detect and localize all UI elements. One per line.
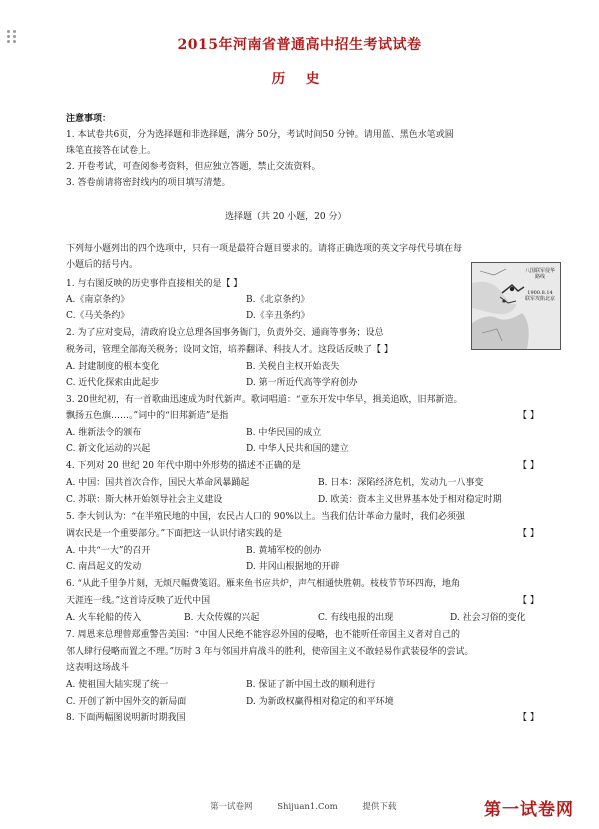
question-4-stem: 4. 下列对 20 世纪 20 年代中期中外形势的描述不正确的是 (66, 461, 301, 471)
site-logo: 第一试卷网 (484, 800, 574, 820)
option-d: D. 社会习俗的变化 (450, 613, 526, 623)
section-heading: 选择题（共 20 小题，20 分） (225, 212, 347, 222)
question-2-stem: 2. 为了应对变局，清政府设立总理各国事务衙门，负责外交、通商等事务；设总 (66, 328, 384, 338)
note-line: 2. 开卷考试，可查阅参考资料，但应独立答题，禁止交流资料。 (66, 162, 321, 172)
option-b: B. 大众传媒的兴起 (184, 613, 260, 623)
option-a: A.《南京条约》 (66, 295, 130, 305)
question-3-stem: 飘扬五色旗……。”词中的“旧邦新造”是指 (66, 411, 229, 421)
option-a: A. 封建制度的根本变化 (66, 362, 160, 372)
option-a: A. 中共“一大”的召开 (66, 546, 151, 556)
question-6-stem: 6. “从此千里争片刻，无烦尺幅费笺诏。雁来鱼书应共炉，声气相通快胜朝。枝枝节节环四海，地角 (66, 579, 461, 589)
option-a: A. 维新法令的颁布 (66, 428, 142, 438)
question-7-stem: 7. 周恩来总理曾郑重警告美国：“中国人民绝不能容忍外国的侵略，也不能听任帝国主义者对自己的 (66, 630, 461, 640)
option-d: D. 欧美：资本主义世界基本处于相对稳定时期 (318, 495, 502, 505)
option-c: C.《马关条约》 (66, 311, 130, 321)
option-c: C. 南昌起义的发动 (66, 562, 142, 572)
option-d: D. 中华人民共和国的建立 (246, 444, 349, 454)
option-b: B. 中华民国的成立 (246, 428, 322, 438)
option-b: B. 日本：深陷经济危机，发动九一八事变 (318, 478, 484, 488)
option-b: B.《北京条约》 (246, 295, 310, 305)
option-c: C. 苏联：斯大林开始领导社会主义建设 (66, 495, 223, 505)
option-b: B. 关税自主权开始丧失 (246, 362, 340, 372)
section-intro: 小题后的括号内。 (66, 260, 139, 270)
option-c: C. 有线电报的出现 (318, 613, 394, 623)
question-5-stem: 调农民是一个重要部分。”下面把这一认识付诸实践的是 (66, 529, 283, 539)
answer-bracket: 【 】 (518, 411, 539, 421)
option-c: C. 近代化探索由此起步 (66, 378, 160, 388)
question-5-stem: 5. 李大钊认为：“在半殖民地的中国，农民占人口的 90%以上。当我们估计革命力量时，我们必须强 (66, 512, 465, 522)
question-7-stem: 这表明这场战斗 (66, 663, 130, 673)
question-6-stem: 天涯连一线。”这首诗反映了近代中国 (66, 596, 211, 606)
answer-bracket: 【 】 (518, 596, 539, 606)
note-line: 3. 答卷前请将密封线内的项目填写清楚。 (66, 178, 231, 188)
option-c: C. 开创了新中国外交的新局面 (66, 697, 187, 707)
subject-title: 历 史 (271, 71, 328, 87)
question-3-stem: 3. 20世纪初，有一首歌曲迅速成为时代新声。歌词唱道：“亚东开发中华早，揖美追欧，旧邦新造。 (66, 395, 463, 405)
notes-heading: 注意事项： (66, 114, 112, 124)
option-b: B. 保证了新中国土改的顺利进行 (246, 680, 376, 690)
option-d: D. 第一所近代高等学府创办 (246, 378, 358, 388)
page-footer (210, 800, 418, 812)
option-a: A. 火车轮船的传入 (66, 613, 142, 623)
map-label: 八国联军侵华路线 (525, 268, 556, 280)
invasion-route-map (471, 262, 561, 350)
note-line: 珠笔直接答在试卷上。 (66, 146, 157, 156)
footer-domain[interactable]: Shijuan1.Com (277, 802, 338, 812)
question-8-stem: 8. 下面两幅图说明新时期我国 (66, 713, 186, 723)
option-a: A. 中国：国共首次合作，国民大革命风暴踊起 (66, 478, 250, 488)
note-line: 1. 本试卷共6页，分为选择题和非选择题，满分 50分，考试时间50 分钟。请用蓝、黑色水笔或圆 (66, 130, 454, 140)
option-d: D. 井冈山根据地的开辟 (246, 562, 340, 572)
section-intro: 下列每小题列出的四个选项中，只有一项是最符合题目要求的。请将正确选项的英文字母代号填在每 (66, 244, 463, 254)
answer-bracket: 【 】 (518, 713, 539, 723)
option-d: D. 为新政权赢得相对稳定的和平环境 (246, 697, 394, 707)
exam-title: 2015年河南省普通高中招生考试试卷 (177, 37, 422, 53)
question-1-stem: 1. 与右图反映的历史事件直接相关的是【 】 (66, 279, 243, 289)
option-b: B. 黄埔军校的创办 (246, 546, 322, 556)
footer-download: 提供下载 (362, 802, 397, 812)
answer-bracket: 【 】 (518, 529, 539, 539)
option-c: C. 新文化运动的兴起 (66, 444, 151, 454)
option-a: A. 使祖国大陆实现了统一 (66, 680, 169, 690)
question-2-stem: 税务司，管理全部海关税务；设同文馆，培养翻译、科技人才。这段话反映了【 】 (66, 345, 393, 355)
option-d: D.《辛丑条约》 (246, 311, 310, 321)
map-label: 1900.8.14 联军攻陷北京 (525, 290, 556, 302)
question-7-stem: 邻人肆行侵略而置之不理。”历时 3 年与邻国并肩战斗的胜利，使帝国主义不敢轻易作武装侵华的尝试。 (66, 647, 474, 657)
footer-site-name: 第一试卷网 (210, 802, 253, 812)
answer-bracket: 【 】 (518, 461, 539, 471)
